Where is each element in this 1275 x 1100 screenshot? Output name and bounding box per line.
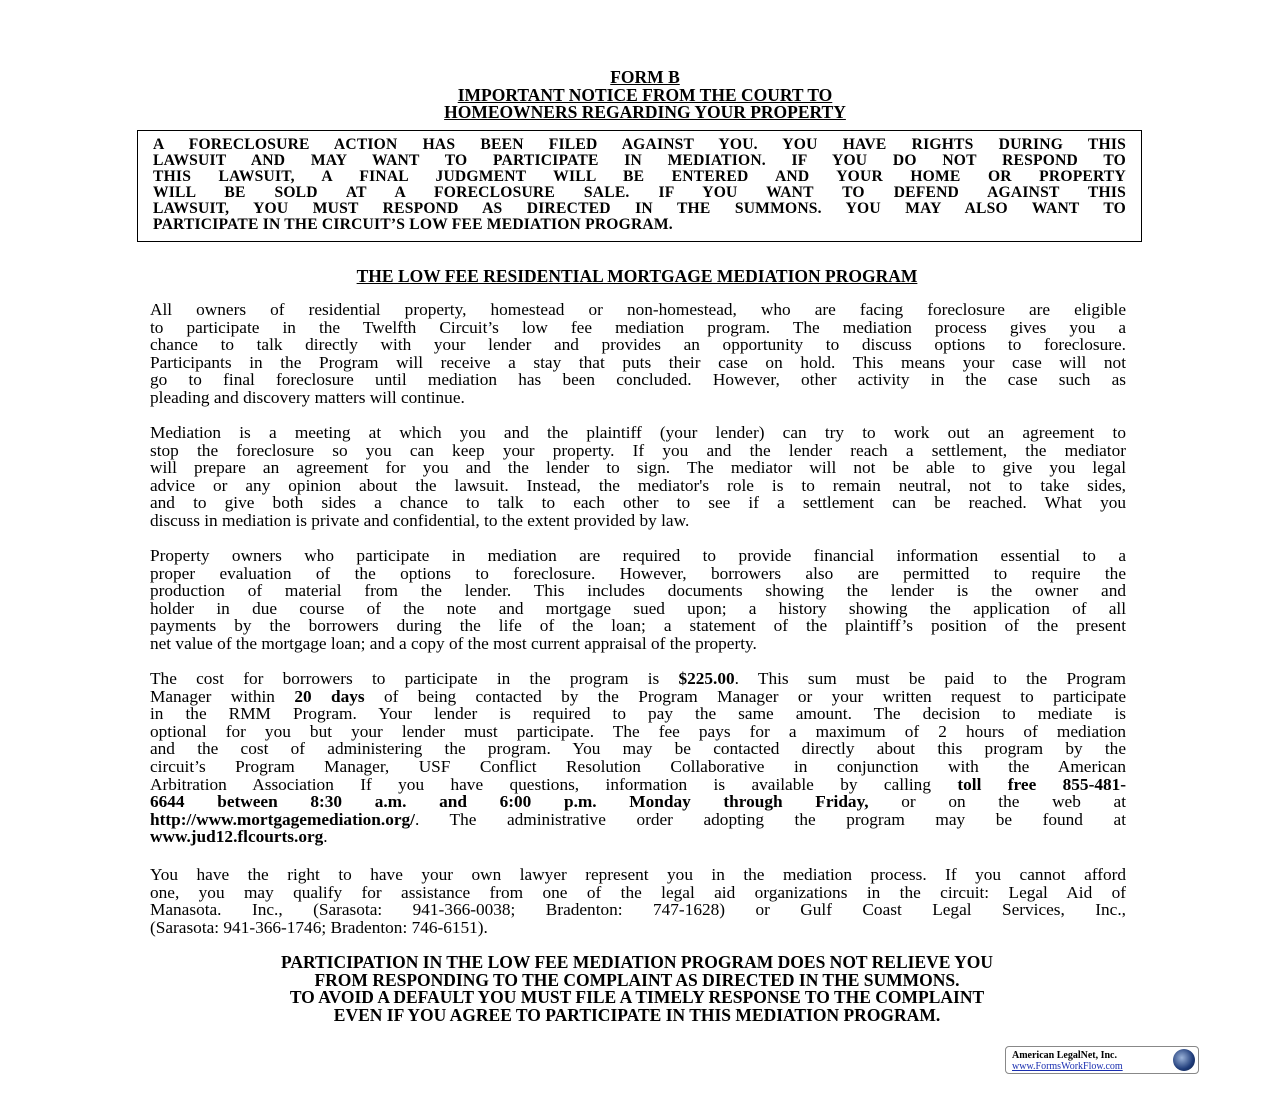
text-segment: in the RMM Program. Your lender is required to pay the same amount. The decision to mediate is (150, 704, 1126, 724)
text-segment: optional for you but your lender must participate. The fee pays for a maximum of 2 hours of mediation (150, 721, 1126, 741)
text-line (150, 371, 1126, 389)
bold-text: toll free 855-481- (957, 774, 1126, 794)
text-line (150, 617, 1126, 635)
bold-text[interactable]: http://www.mortgagemediation.org/ (150, 809, 415, 829)
text-segment: Manasota. Inc., (Sarasota: 941-366-0038; Bradenton: 747-1628) or Gulf Coast Legal Services, Inc., (150, 900, 1126, 920)
text-line (150, 600, 1126, 618)
logo-url-link[interactable]: www.FormsWorkFlow.com (1012, 1061, 1123, 1072)
title-line-1: IMPORTANT NOTICE FROM THE COURT TO (457, 85, 833, 105)
text-segment: Participants in the Program will receive a stay that puts their case on hold. This means your case will not (150, 352, 1126, 372)
text-segment: of being contacted by the Program Manager or your written request to participate (364, 686, 1126, 706)
text-line (150, 582, 1126, 600)
text-line (150, 494, 1126, 512)
bold-text: 20 days (294, 686, 365, 706)
notice-line: THIS LAWSUIT, A FINAL JUDGMENT WILL BE ENTERED AND YOUR HOME OR PROPERTY (153, 168, 1126, 185)
section-heading: THE LOW FEE RESIDENTIAL MORTGAGE MEDIATION PROGRAM (356, 266, 918, 286)
final-warning-line: TO AVOID A DEFAULT YOU MUST FILE A TIMELY RESPONSE TO THE COMPLAINT (289, 987, 985, 1008)
text-line (150, 389, 1126, 407)
final-warning (0, 954, 1274, 1024)
text-segment: stop the foreclosure so you can keep your property. If you and the lender reach a settlement, the mediator (150, 440, 1126, 460)
text-segment: proper evaluation of the options to foreclosure. However, borrowers also are permitted to require the (150, 563, 1126, 583)
text-segment: . (323, 827, 328, 847)
text-segment: chance to talk directly with your lender and provides an opportunity to discuss options to foreclosure. (150, 335, 1126, 355)
bold-text[interactable]: www.jud12.flcourts.org (150, 827, 324, 847)
text-line (150, 547, 1126, 565)
globe-icon (1173, 1049, 1195, 1071)
text-segment: net value of the mortgage loan; and a copy of the most current appraisal of the property. (150, 633, 757, 653)
text-segment: to participate in the Twelfth Circuit’s low fee mediation program. The mediation process gives you a (150, 317, 1126, 337)
text-line (150, 828, 1126, 846)
text-segment: circuit’s Program Manager, USF Conflict Resolution Collaborative in conjunction with the American (150, 756, 1126, 776)
paragraph-cost (150, 670, 1126, 846)
text-line (150, 354, 1126, 372)
paragraph-mediation-definition (150, 424, 1126, 530)
text-segment: advice or any opinion about the lawsuit. Instead, the mediator's role is to remain neutral, not to take sides, (150, 475, 1126, 495)
text-line (150, 688, 1126, 706)
title-line-2: HOMEOWNERS REGARDING YOUR PROPERTY (444, 102, 846, 122)
notice-line: LAWSUIT AND MAY WANT TO PARTICIPATE IN MEDIATION. IF YOU DO NOT RESPOND TO (153, 152, 1126, 169)
text-segment: go to final foreclosure until mediation has been concluded. However, other activity in the case such as (150, 370, 1126, 390)
text-line (150, 740, 1126, 758)
final-warning-line: PARTICIPATION IN THE LOW FEE MEDIATION PROGRAM DOES NOT RELIEVE YOU (280, 952, 994, 972)
text-segment: holder in due course of the note and mortgage sued upon; a history showing the application of all (150, 598, 1126, 618)
notice-line: LAWSUIT, YOU MUST RESPOND AS DIRECTED IN THE SUMMONS. YOU MAY ALSO WANT TO (153, 200, 1126, 217)
text-line (150, 459, 1126, 477)
form-label: FORM B (610, 67, 680, 87)
paragraph-eligibility (150, 301, 1126, 407)
notice-line: A FORECLOSURE ACTION HAS BEEN FILED AGAINST YOU. YOU HAVE RIGHTS DURING THIS (153, 136, 1126, 153)
american-legalnet-logo[interactable] (1005, 1046, 1199, 1074)
text-segment: Property owners who participate in mediation are required to provide financial information essential to a (150, 546, 1126, 565)
text-segment: discuss in mediation is private and confidential, to the extent provided by law. (150, 510, 690, 530)
text-segment: will prepare an agreement for you and the lender to sign. The mediator will not be able to give you legal (150, 458, 1126, 478)
text-line (150, 635, 1126, 653)
text-line (150, 901, 1126, 919)
text-segment: You have the right to have your own lawyer represent you in the mediation process. If you cannot afford (150, 865, 1126, 884)
text-line (150, 919, 1126, 937)
text-segment: payments by the borrowers during the life of the loan; a statement of the plaintiff’s position of the present (150, 616, 1126, 636)
text-segment: (Sarasota: 941-366-1746; Bradenton: 746-6151). (150, 917, 488, 937)
text-line (150, 301, 1126, 319)
bold-text: 6644 between 8:30 a.m. and 6:00 p.m. Monday through Friday, (150, 792, 869, 812)
text-segment: Manager within (150, 686, 295, 706)
text-line (150, 758, 1126, 776)
text-segment: The cost for borrowers to participate in the program is (150, 669, 679, 688)
paragraph-financial-information (150, 547, 1126, 653)
bold-text: $225.00 (678, 669, 735, 688)
text-line (150, 776, 1126, 794)
text-segment: . This sum must be paid to the Program (734, 669, 1126, 688)
text-line (150, 793, 1126, 811)
text-line (150, 670, 1126, 688)
text-line (150, 477, 1126, 495)
text-segment: . The administrative order adopting the program may be found at (414, 809, 1126, 829)
text-line (150, 442, 1126, 460)
notice-line: WILL BE SOLD AT A FORECLOSURE SALE. IF YOU WANT TO DEFEND AGAINST THIS (153, 184, 1126, 201)
text-line (150, 424, 1126, 442)
text-line (150, 319, 1126, 337)
text-segment: Mediation is a meeting at which you and the plaintiff (your lender) can try to work out an agreement to (150, 423, 1126, 442)
text-segment: or on the web at (868, 792, 1127, 812)
text-segment: and the cost of administering the program. You may be contacted directly about this program by the (150, 739, 1126, 759)
text-line (150, 866, 1126, 884)
final-warning-line: FROM RESPONDING TO THE COMPLAINT AS DIRECTED IN THE SUMMONS. (314, 969, 960, 990)
text-line (150, 565, 1126, 583)
text-segment: production of material from the lender. This includes documents showing the lender is the owner and (150, 581, 1126, 601)
text-segment: All owners of residential property, homestead or non-homestead, who are facing foreclosure are eligible (150, 300, 1126, 319)
foreclosure-notice-box (137, 130, 1142, 242)
text-line (150, 811, 1126, 829)
text-segment: pleading and discovery matters will continue. (150, 387, 465, 407)
text-segment: Arbitration Association If you have questions, information is available by calling (150, 774, 958, 794)
text-line (150, 723, 1126, 741)
text-line (150, 512, 1126, 530)
final-warning-line: EVEN IF YOU AGREE TO PARTICIPATE IN THIS MEDIATION PROGRAM. (333, 1004, 941, 1025)
text-segment: one, you may qualify for assistance from one of the legal aid organizations in the circuit: Legal Aid of (150, 882, 1126, 902)
notice-line: PARTICIPATE IN THE CIRCUIT’S LOW FEE MEDIATION PROGRAM. (153, 216, 673, 233)
text-line (150, 336, 1126, 354)
logo-company: American LegalNet, Inc. (1012, 1050, 1117, 1061)
text-line (150, 705, 1126, 723)
text-segment: and to give both sides a chance to talk to each other to see if a settlement can be reached. What you (150, 493, 1126, 513)
text-line (150, 884, 1126, 902)
paragraph-legal-aid (150, 866, 1126, 936)
